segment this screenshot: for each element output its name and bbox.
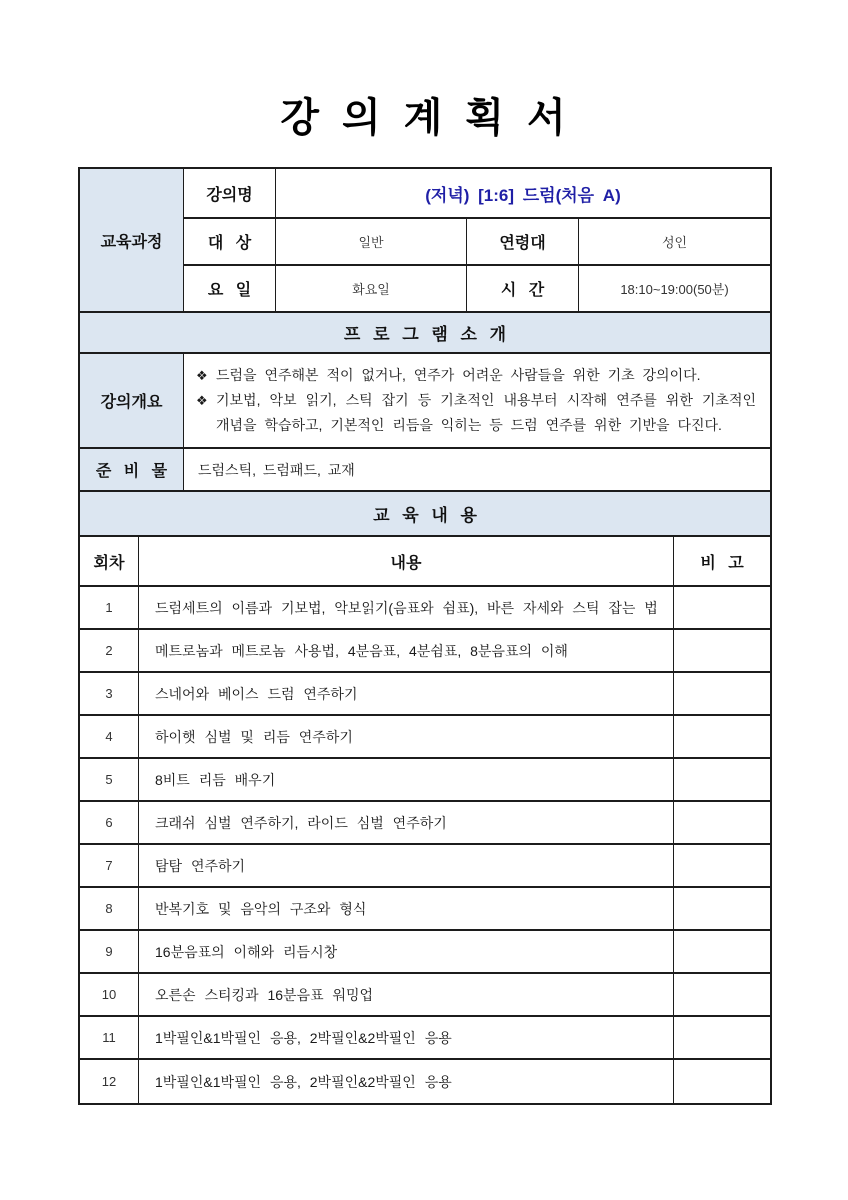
- document-title: 강 의 계 획 서: [280, 95, 568, 140]
- session-content: 1박필인&1박필인 응용, 2박필인&2박필인 응용: [139, 1017, 674, 1060]
- note-cell: [674, 845, 770, 888]
- note-cell: [674, 888, 770, 931]
- session-content: 1박필인&1박필인 응용, 2박필인&2박필인 응용: [139, 1060, 674, 1103]
- session-content: 드럼세트의 이름과 기보법, 악보읽기(음표와 쉼표), 바른 자세와 스틱 잡는 법: [139, 587, 674, 630]
- note-cell: [674, 716, 770, 759]
- overview-row: [80, 354, 770, 449]
- materials-label: 준 비 물: [80, 449, 184, 492]
- session-number: 1: [80, 587, 139, 630]
- curriculum-banner: 교 육 내 용: [80, 492, 770, 537]
- lecture-name-label: 강의명: [184, 169, 276, 219]
- session-content: 스네어와 베이스 드럼 연주하기: [139, 673, 674, 716]
- note-cell: [674, 1060, 770, 1103]
- overview-item-text: 드럼을 연주해본 적이 없거나, 연주가 어려운 사람들을 위한 기초 강의이다.: [216, 367, 701, 383]
- session-number: 5: [80, 759, 139, 802]
- session-number: 4: [80, 716, 139, 759]
- overview-content: [184, 354, 770, 449]
- lecture-name-value: (저녁) [1:6] 드럼(처음 A): [276, 169, 770, 219]
- session-number: 6: [80, 802, 139, 845]
- note-cell: [674, 673, 770, 716]
- session-number: 7: [80, 845, 139, 888]
- session-content: 탐탐 연주하기: [139, 845, 674, 888]
- session-number: 9: [80, 931, 139, 974]
- session-content: 8비트 리듬 배우기: [139, 759, 674, 802]
- target-value: 일반: [276, 219, 467, 266]
- overview-item: [196, 363, 756, 388]
- note-cell: [674, 759, 770, 802]
- time-value: 18:10~19:00(50분): [579, 266, 770, 313]
- diamond-bullet-icon: ❖: [196, 393, 208, 408]
- session-number: 8: [80, 888, 139, 931]
- column-header-note: 비 고: [674, 537, 770, 587]
- note-cell: [674, 931, 770, 974]
- program-intro-banner: 프 로 그 램 소 개: [80, 313, 770, 354]
- session-content: 반복기호 및 음악의 구조와 형식: [139, 888, 674, 931]
- day-value: 화요일: [276, 266, 467, 313]
- session-number: 10: [80, 974, 139, 1017]
- column-header-session: 회차: [80, 537, 139, 587]
- session-number: 11: [80, 1017, 139, 1060]
- session-content: 오른손 스티킹과 16분음표 워밍업: [139, 974, 674, 1017]
- curriculum-table: [80, 537, 770, 1103]
- diamond-bullet-icon: ❖: [196, 368, 208, 383]
- note-cell: [674, 802, 770, 845]
- age-group-label: 연령대: [467, 219, 579, 266]
- overview-item-text: 기보법, 악보 읽기, 스틱 잡기 등 기초적인 내용부터 시작해 연주를 위한 기초적인 개념을 학습하고, 기본적인 리듬을 익히는 등 드럼 연주를 위한 기반을 다진다.: [216, 392, 756, 433]
- session-number: 2: [80, 630, 139, 673]
- age-group-value: 성인: [579, 219, 770, 266]
- session-content: 메트로놈과 메트로놈 사용법, 4분음표, 4분쉼표, 8분음표의 이해: [139, 630, 674, 673]
- materials-row: [80, 449, 770, 492]
- day-label: 요 일: [184, 266, 276, 313]
- session-content: 크래쉬 심벌 연주하기, 라이드 심벌 연주하기: [139, 802, 674, 845]
- materials-value: 드럼스틱, 드럼패드, 교재: [184, 449, 770, 492]
- column-header-content: 내용: [139, 537, 674, 587]
- note-cell: [674, 1017, 770, 1060]
- note-cell: [674, 974, 770, 1017]
- session-content: 16분음표의 이해와 리듬시창: [139, 931, 674, 974]
- note-cell: [674, 630, 770, 673]
- overview-label: 강의개요: [80, 354, 184, 449]
- target-label: 대 상: [184, 219, 276, 266]
- note-cell: [674, 587, 770, 630]
- session-number: 3: [80, 673, 139, 716]
- lecture-plan-table: [78, 167, 772, 1105]
- course-info-section: [80, 169, 770, 313]
- course-process-header: 교육과정: [80, 169, 184, 313]
- session-content: 하이햇 심벌 및 리듬 연주하기: [139, 716, 674, 759]
- session-number: 12: [80, 1060, 139, 1103]
- time-label: 시 간: [467, 266, 579, 313]
- overview-item: [196, 388, 756, 438]
